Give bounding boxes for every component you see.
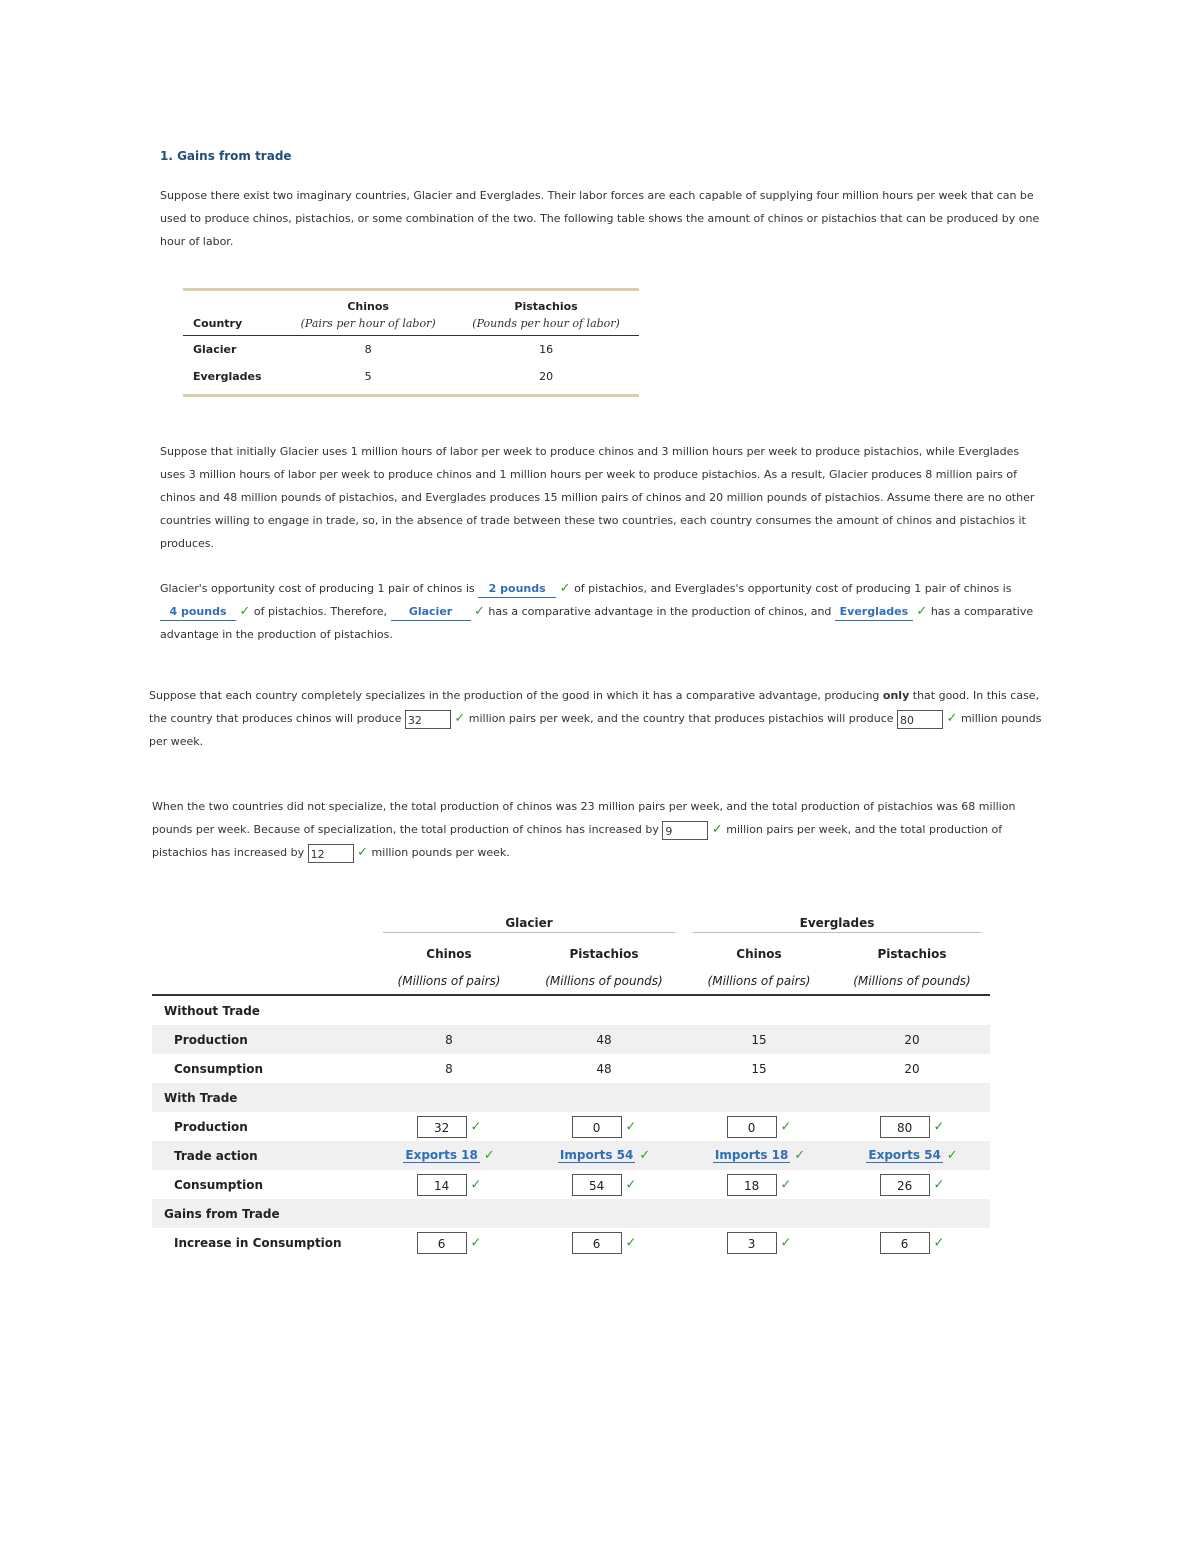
header-pistachios-unit: (Pounds per hour of labor) bbox=[472, 317, 620, 331]
everglades-chinos-gain-input[interactable]: 3 bbox=[727, 1232, 777, 1254]
gains-table bbox=[152, 910, 990, 1257]
check-icon: ✓ bbox=[625, 1235, 637, 1250]
check-icon: ✓ bbox=[470, 1177, 482, 1192]
section-without-trade: Without Trade bbox=[164, 1003, 260, 1018]
check-icon: ✓ bbox=[470, 1235, 482, 1250]
check-icon: ✓ bbox=[454, 711, 466, 726]
opportunity-cost-paragraph: Glacier's opportunity cost of producing 1 pair of chinos is 2 pounds ✓ of pistachios, and Everglades's opportunity cost of producing 1 pair of chinos is 4 pounds ✓ of pistachios. Therefore, Glacier ✓ has a comparative advantage in the production of chinos, and Everglades ✓ has a comparative advantage in the production of pistachios. bbox=[160, 581, 1034, 641]
everglades-pistachios-consumption-input[interactable]: 26 bbox=[880, 1174, 930, 1196]
glacier-chinos-gain-input[interactable]: 6 bbox=[417, 1232, 467, 1254]
check-icon: ✓ bbox=[794, 1148, 806, 1163]
group-header-everglades: Everglades bbox=[693, 916, 981, 933]
table-row: Increase in Consumption 6 ✓ 6 ✓ 3 ✓ 6 ✓ bbox=[152, 1228, 990, 1257]
table-row: Production 8 48 15 20 bbox=[152, 1025, 990, 1054]
check-icon: ✓ bbox=[470, 1119, 482, 1134]
column-unit: (Millions of pounds) bbox=[524, 968, 684, 995]
header-chinos: Chinos bbox=[347, 300, 389, 313]
column-unit: (Millions of pounds) bbox=[834, 968, 990, 995]
header-pistachios: Pistachios bbox=[514, 300, 578, 313]
chinos-specialized-output-input[interactable]: 32 bbox=[405, 710, 451, 729]
glacier-chinos-production-input[interactable]: 32 bbox=[417, 1116, 467, 1138]
everglades-pistachios-gain-input[interactable]: 6 bbox=[880, 1232, 930, 1254]
glacier-pistachios-trade-dropdown[interactable]: Imports 54 bbox=[559, 1148, 634, 1162]
glacier-pistachios-production-input[interactable]: 0 bbox=[572, 1116, 622, 1138]
table-row: Everglades 5 20 bbox=[193, 369, 554, 383]
column-unit: (Millions of pairs) bbox=[684, 968, 834, 995]
check-icon: ✓ bbox=[625, 1119, 637, 1134]
section-with-trade: With Trade bbox=[152, 1083, 990, 1112]
column-header: Pistachios bbox=[569, 946, 639, 961]
check-icon: ✓ bbox=[711, 822, 723, 837]
dropdown-chinos-advantage-country[interactable]: Glacier bbox=[391, 604, 471, 621]
table-bottom-rule bbox=[183, 394, 639, 397]
question-title: 1. Gains from trade bbox=[160, 149, 292, 163]
check-icon: ✓ bbox=[780, 1177, 792, 1192]
group-header-glacier: Glacier bbox=[383, 916, 675, 933]
dropdown-everglades-opportunity-cost[interactable]: 4 pounds bbox=[160, 604, 236, 621]
column-header: Chinos bbox=[736, 946, 782, 961]
check-icon: ✓ bbox=[933, 1177, 945, 1192]
check-icon: ✓ bbox=[474, 604, 485, 619]
check-icon: ✓ bbox=[916, 604, 928, 619]
dropdown-glacier-opportunity-cost[interactable]: 2 pounds bbox=[478, 581, 556, 598]
table-row: Production 32 ✓ 0 ✓ 0 ✓ 80 ✓ bbox=[152, 1112, 990, 1141]
section-gains-from-trade: Gains from Trade bbox=[152, 1199, 990, 1228]
everglades-pistachios-trade-dropdown[interactable]: Exports 54 bbox=[868, 1148, 941, 1162]
specialization-paragraph: Suppose that each country completely specializes in the production of the good in which it has a comparative advantage, producing only that good. In this case, the country that produces chinos will produce 32 ✓ million pairs per week, and the country that produces pistachios will produce 80 ✓ million pounds per week. bbox=[149, 689, 1042, 748]
everglades-chinos-trade-dropdown[interactable]: Imports 18 bbox=[714, 1148, 789, 1162]
table-row: Trade action Exports 18 ✓ Imports 54 ✓ Imports 18 ✓ Exports 54 ✓ bbox=[152, 1141, 990, 1170]
table-row: Glacier 8 16 bbox=[193, 342, 554, 356]
check-icon: ✓ bbox=[933, 1235, 945, 1250]
check-icon: ✓ bbox=[625, 1177, 637, 1192]
header-chinos-unit: (Pairs per hour of labor) bbox=[300, 317, 436, 331]
check-icon: ✓ bbox=[239, 604, 251, 619]
everglades-pistachios-production-input[interactable]: 80 bbox=[880, 1116, 930, 1138]
column-header: Chinos bbox=[426, 946, 472, 961]
check-icon: ✓ bbox=[357, 845, 369, 860]
glacier-chinos-consumption-input[interactable]: 14 bbox=[417, 1174, 467, 1196]
productivity-table bbox=[183, 288, 639, 397]
glacier-chinos-trade-dropdown[interactable]: Exports 18 bbox=[405, 1148, 478, 1162]
dropdown-pistachios-advantage-country[interactable]: Everglades bbox=[835, 604, 913, 621]
check-icon: ✓ bbox=[933, 1119, 945, 1134]
column-unit: (Millions of pairs) bbox=[374, 968, 524, 995]
pistachios-increase-input[interactable]: 12 bbox=[308, 844, 354, 863]
chinos-increase-input[interactable]: 9 bbox=[662, 821, 708, 840]
table-row: Consumption 14 ✓ 54 ✓ 18 ✓ 26 ✓ bbox=[152, 1170, 990, 1199]
pistachios-specialized-output-input[interactable]: 80 bbox=[897, 710, 943, 729]
initial-production-paragraph: Suppose that initially Glacier uses 1 million hours of labor per week to produce chinos and 3 million hours per week to produce pistachios, while Everglades uses 3 million hours of labor per week to produce chinos and 1 million hours per week to produce pistachios. As a result, Glacier produces 8 million pairs of chinos and 48 million pounds of pistachios, and Everglades produces 15 million pairs of chinos and 20 million pounds of pistachios. Assume there are no other countries willing to engage in trade, so, in the absence of trade between these two countries, each country consumes the amount of chinos and pistachios it produces. bbox=[160, 445, 1035, 550]
table-row: Consumption 8 48 15 20 bbox=[174, 1061, 920, 1076]
intro-paragraph: Suppose there exist two imaginary countries, Glacier and Everglades. Their labor forces are each capable of supplying four million hours per week that can be used to produce chinos, pistachios, or some combination of the two. The following table shows the amount of chinos or pistachios that can be produced by one hour of labor. bbox=[160, 189, 1040, 248]
header-country: Country bbox=[193, 317, 243, 331]
check-icon: ✓ bbox=[559, 581, 571, 596]
check-icon: ✓ bbox=[946, 711, 958, 726]
check-icon: ✓ bbox=[483, 1148, 495, 1163]
glacier-pistachios-gain-input[interactable]: 6 bbox=[572, 1232, 622, 1254]
total-production-paragraph: When the two countries did not specialize, the total production of chinos was 23 million pairs per week, and the total production of pistachios was 68 million pounds per week. Because of specialization, the total production of chinos has increased by 9 ✓ million pairs per week, and the total production of pistachios has increased by 12 ✓ million pounds per week. bbox=[152, 800, 1016, 861]
check-icon: ✓ bbox=[780, 1119, 792, 1134]
everglades-chinos-consumption-input[interactable]: 18 bbox=[727, 1174, 777, 1196]
check-icon: ✓ bbox=[780, 1235, 792, 1250]
everglades-chinos-production-input[interactable]: 0 bbox=[727, 1116, 777, 1138]
check-icon: ✓ bbox=[639, 1148, 651, 1163]
check-icon: ✓ bbox=[946, 1148, 958, 1163]
column-header: Pistachios bbox=[877, 946, 947, 961]
glacier-pistachios-consumption-input[interactable]: 54 bbox=[572, 1174, 622, 1196]
